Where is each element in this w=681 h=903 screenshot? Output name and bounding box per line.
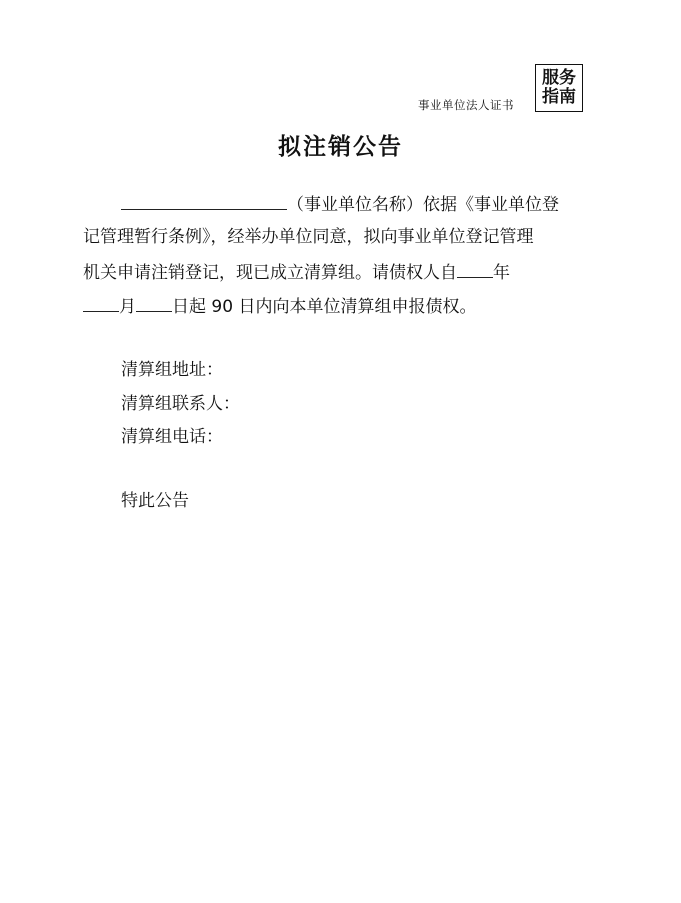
guide-line-2: 指南 (542, 87, 576, 107)
month-blank (83, 293, 119, 312)
body-line-1-text: （事业单位名称）依据《事业单位登 (287, 195, 559, 215)
month-label: 月 (119, 297, 136, 317)
liquidation-address-label: 清算组地址： (121, 360, 223, 380)
unit-name-blank (121, 191, 287, 210)
year-label: 年 (493, 263, 510, 283)
certificate-label: 事业单位法人证书 (418, 98, 514, 112)
guide-line-1: 服务 (542, 68, 576, 88)
service-guide-badge (535, 64, 583, 112)
body-line-1 (121, 191, 559, 217)
body-line-3-text: 机关申请注销登记，现已成立清算组。请债权人自 (83, 263, 457, 283)
body-line-2: 记管理暂行条例》，经举办单位同意，拟向事业单位登记管理 (83, 227, 534, 247)
day-blank (136, 293, 172, 312)
liquidation-phone-label: 清算组电话： (121, 427, 223, 447)
body-line-4-text: 日起 90 日内向本单位清算组申报债权。 (172, 297, 477, 317)
body-line-4 (83, 293, 476, 319)
closing-text: 特此公告 (121, 491, 189, 511)
year-blank (457, 259, 493, 278)
page-title: 拟注销公告 (278, 134, 403, 160)
liquidation-contact-label: 清算组联系人： (121, 394, 240, 414)
body-line-3 (83, 259, 510, 285)
